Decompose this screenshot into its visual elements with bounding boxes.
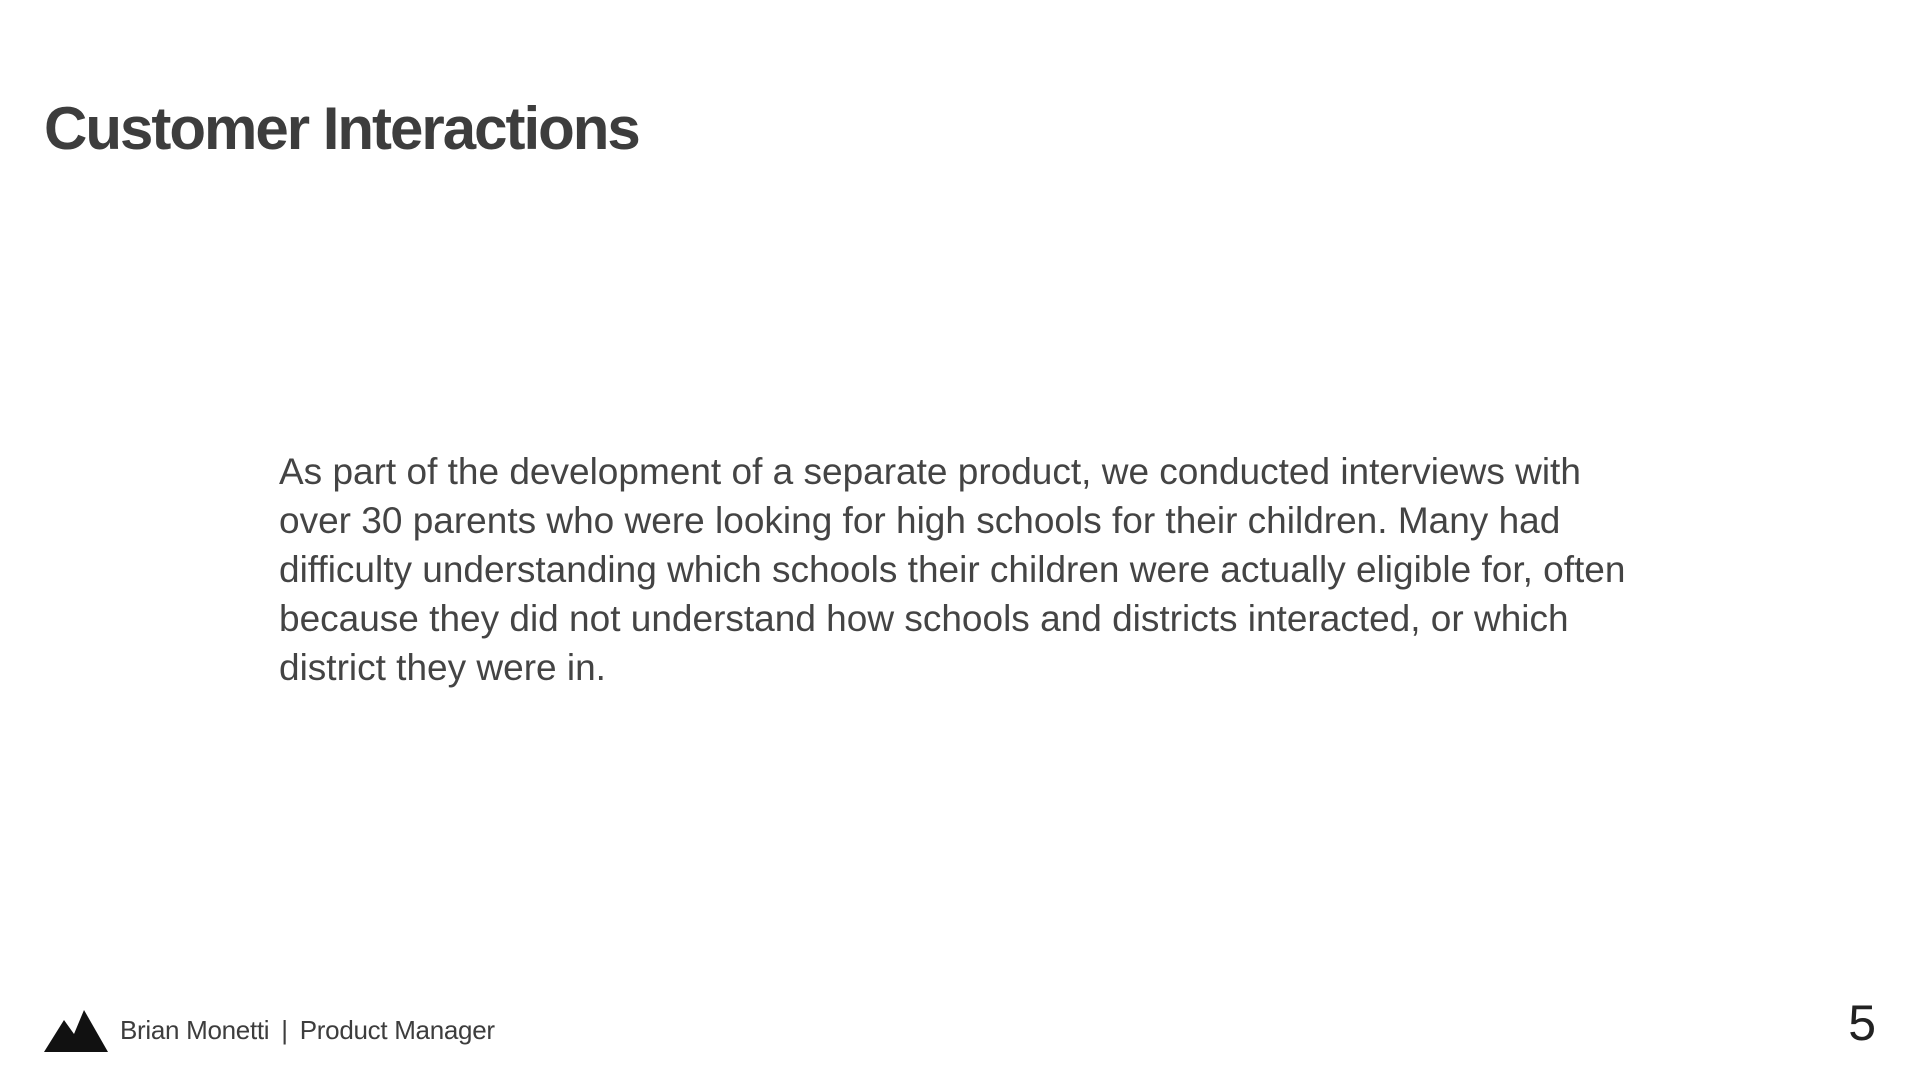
author-role: Product Manager [299, 1014, 495, 1045]
page-number: 5 [1848, 995, 1876, 1051]
slide-body-text: As part of the development of a separate product, we conducted interviews with over 30 parents who were looking for high schools for their children. Many had difficulty understanding which schools their children were actually eligible for, often because they did not understand how schools and districts interacted, or which district they were in. [279, 451, 1626, 688]
mountains-icon [44, 1008, 108, 1052]
slide-footer [44, 1006, 495, 1054]
footer-author [120, 1015, 495, 1046]
footer-separator: | [281, 1014, 288, 1045]
slide-title: Customer Interactions [44, 95, 639, 162]
author-name: Brian Monetti [120, 1014, 270, 1045]
